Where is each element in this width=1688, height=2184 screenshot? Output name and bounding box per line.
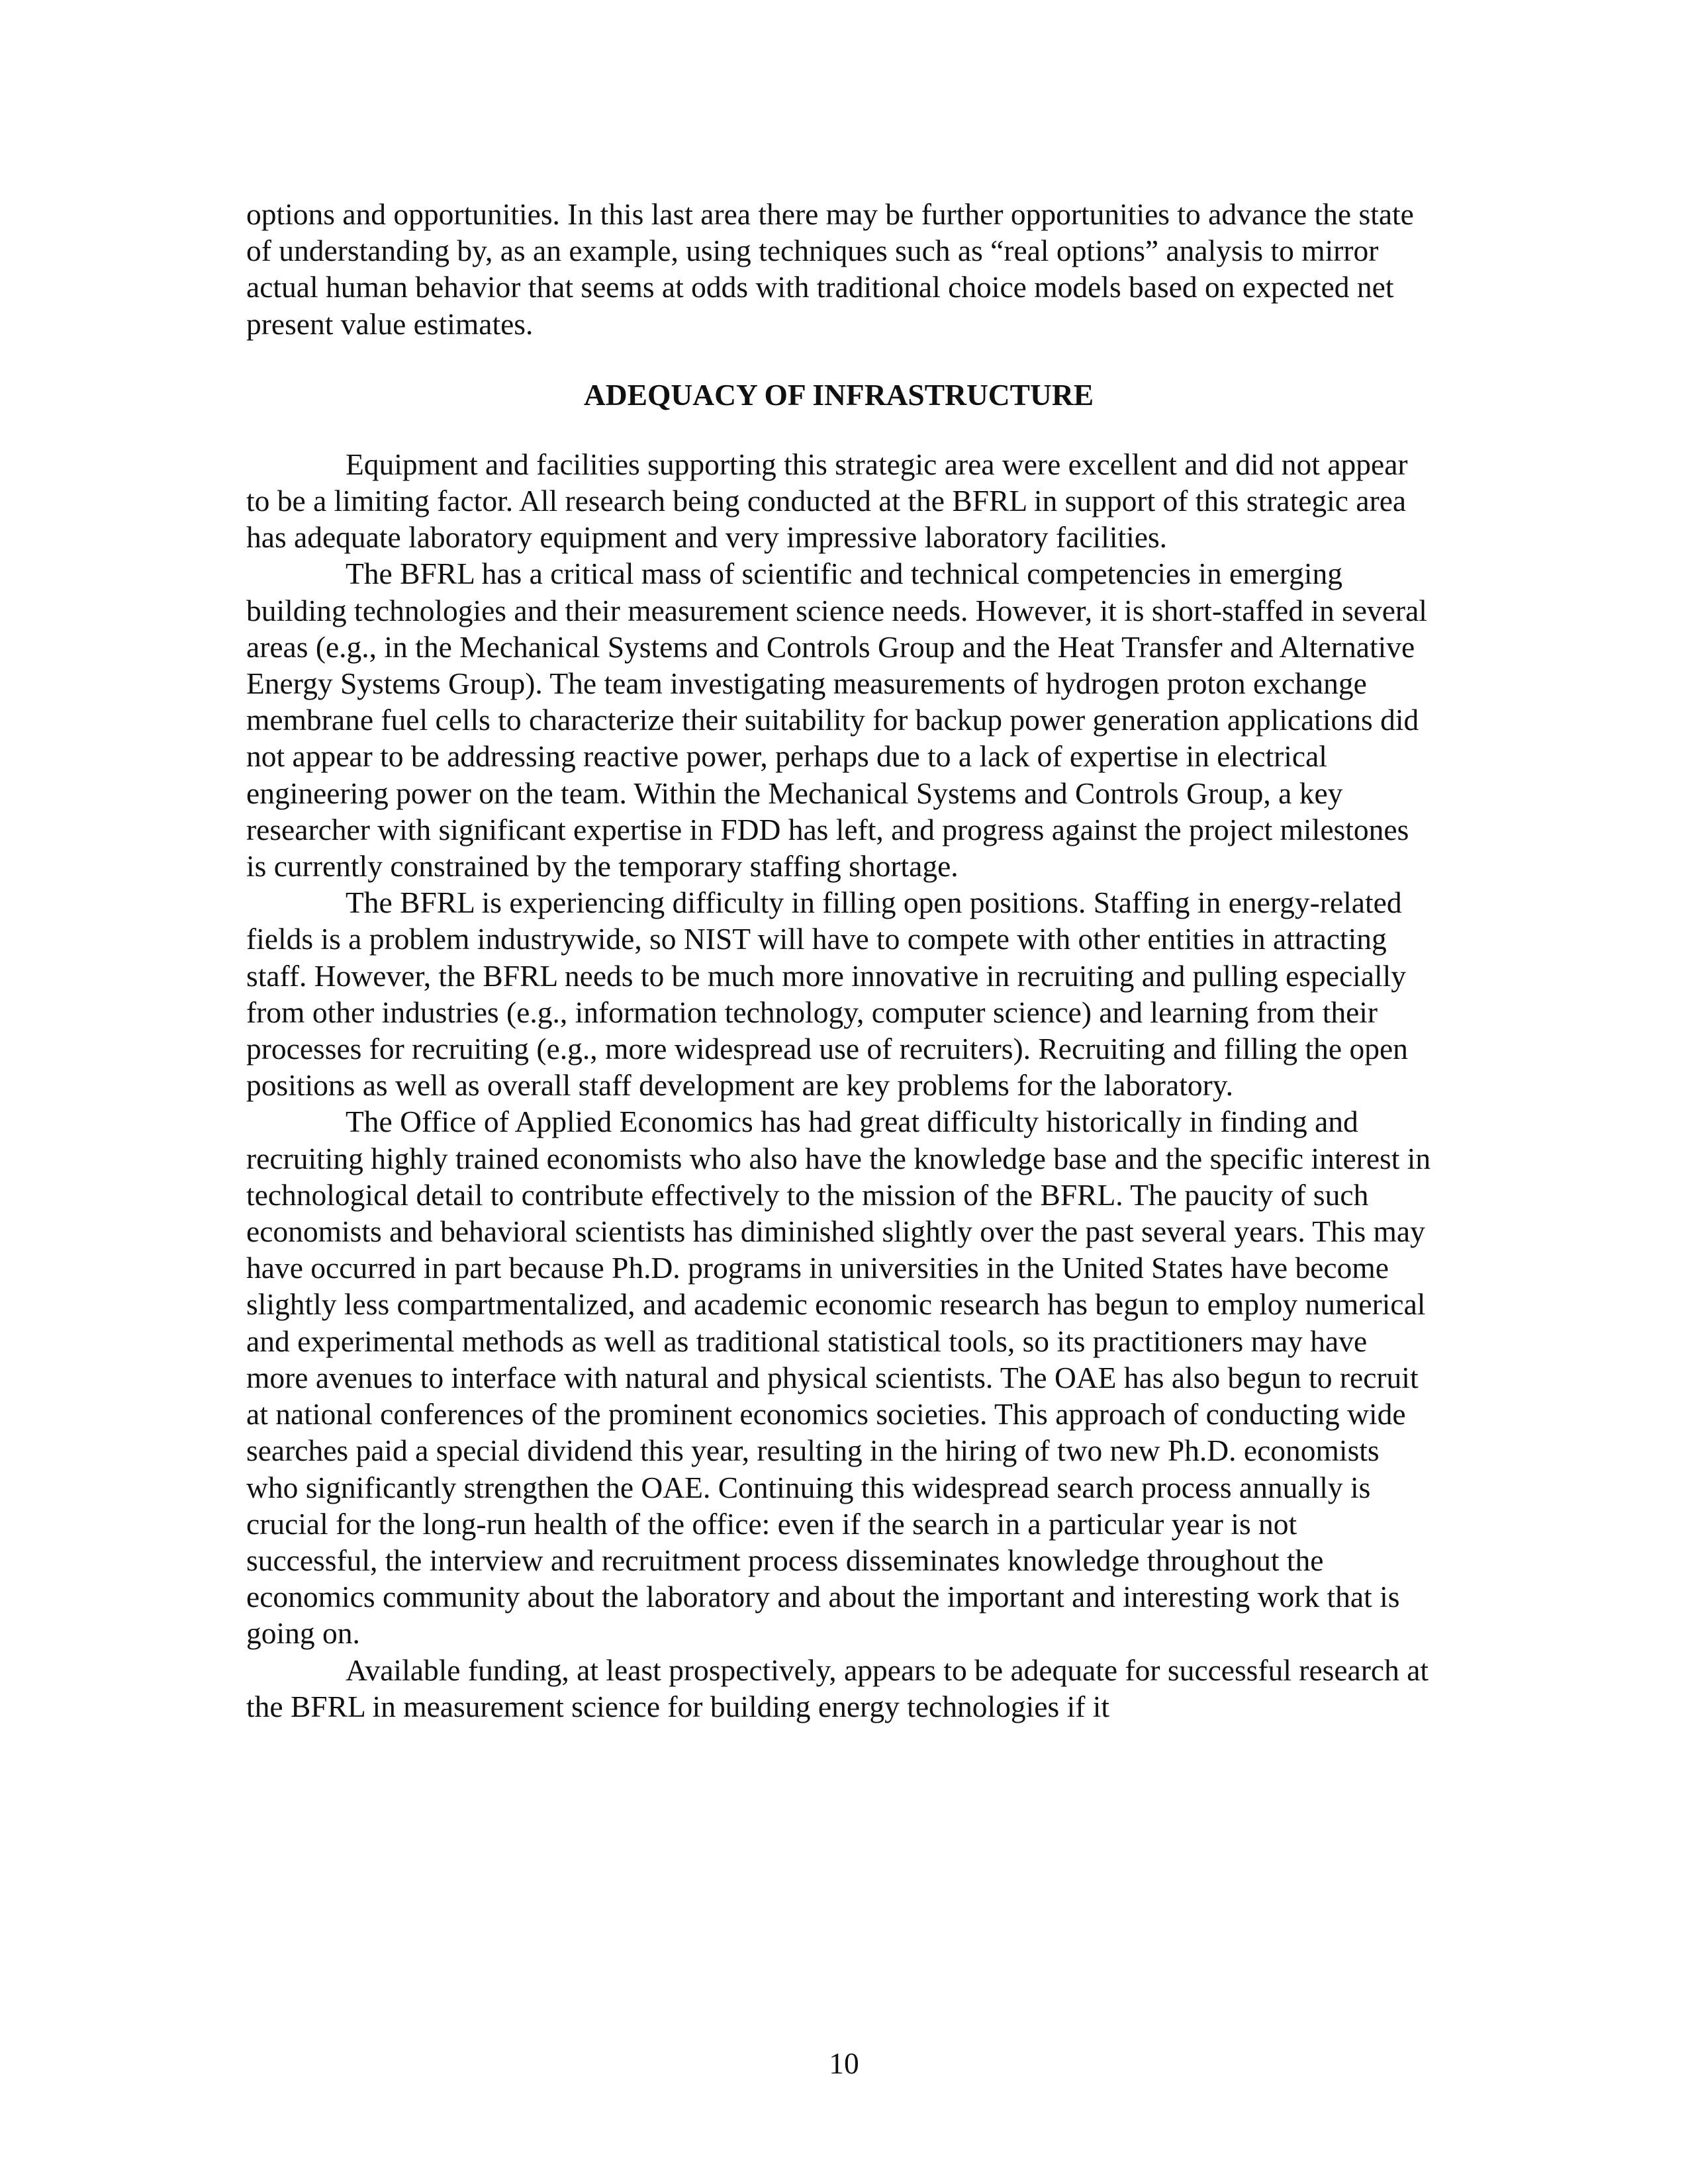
section-heading: ADEQUACY OF INFRASTRUCTURE xyxy=(583,377,1094,412)
page-number: 10 xyxy=(829,2046,859,2080)
paragraph-funding: Available funding, at least prospectively, appears to be adequate for successful research at the BFRL in measurement science for building energy technologies if it xyxy=(246,1653,1429,1723)
paragraph-equipment: Equipment and facilities supporting this strategic area were excellent and did not appear to be a limiting factor. All research being conducted at the BFRL in support of this strategic area has adequate laboratory equipment and very impressive laboratory facilities. xyxy=(246,447,1408,555)
paragraph-economics-office: The Office of Applied Economics has had great difficulty historically in finding and recruiting highly trained economists who also have the knowledge base and the specific interest in technological detail to contribute effectively to the mission of the BFRL. The paucity of such economists and behavioral scientists has diminished slightly over the past several years. This may have occurred in part because Ph.D. programs in universities in the United States have become slightly less compartmentalized, and academic economic research has begun to employ numerical and experimental methods as well as traditional statistical tools, so its practitioners may have more avenues to interface with natural and physical scientists. The OAE has also begun to recruit at national conferences of the prominent economics societies. This approach of conducting wide searches paid a special dividend this year, resulting in the hiring of two new Ph.D. economists who significantly strengthen the OAE. Continuing this widespread search process annually is crucial for the long-run health of the office: even if the search in a particular year is not successful, the interview and recruitment process disseminates knowledge throughout the economics community about the laboratory and about the important and interesting work that is going on. xyxy=(246,1105,1431,1651)
page-body xyxy=(246,196,1431,1725)
paragraph-continued: options and opportunities. In this last area there may be further opportunities to advance the state of understanding by, as an example, using techniques such as “real options” analysis to mirror actual human behavior that seems at odds with traditional choice models based on expected net present value estimates. xyxy=(246,197,1414,341)
paragraph-competencies: The BFRL has a critical mass of scientific and technical competencies in emerging building technologies and their measurement science needs. However, it is short-staffed in several areas (e.g., in the Mechanical Systems and Controls Group and the Heat Transfer and Alternative Energy Systems Group). The team investigating measurements of hydrogen proton exchange membrane fuel cells to characterize their suitability for backup power generation applications did not appear to be addressing reactive power, perhaps due to a lack of expertise in electrical engineering power on the team. Within the Mechanical Systems and Controls Group, a key researcher with significant expertise in FDD has left, and progress against the project milestones is currently constrained by the temporary staffing shortage. xyxy=(246,557,1427,884)
paragraph-staffing: The BFRL is experiencing difficulty in filling open positions. Staffing in energy-related fields is a problem industrywide, so NIST will have to compete with other entities in attracting staff. However, the BFRL needs to be much more innovative in recruiting and pulling especially from other industries (e.g., information technology, computer science) and learning from their processes for recruiting (e.g., more widespread use of recruiters). Recruiting and filling the open positions as well as overall staff development are key problems for the laboratory. xyxy=(246,886,1408,1103)
